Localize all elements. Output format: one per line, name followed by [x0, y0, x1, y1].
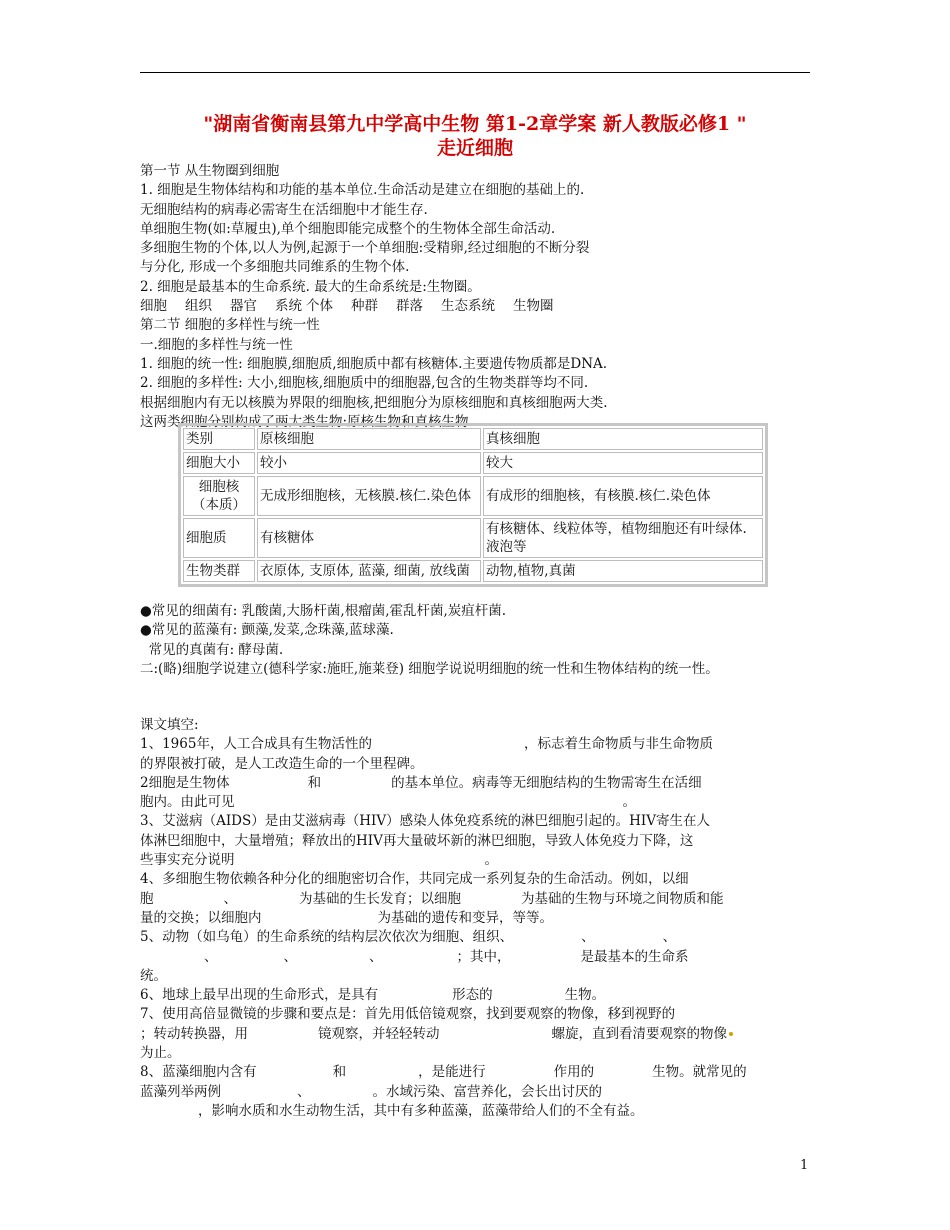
section-2-line: 1. 细胞的统一性: 细胞膜,细胞质,细胞质中都有核糖体.主要遗传物质都是DNA. [140, 355, 608, 372]
table-row [183, 476, 763, 516]
exercise-text: 生物。 [564, 987, 606, 1004]
life-level: 群落 [396, 298, 423, 315]
exercise-text: 些事实充分说明 [140, 852, 235, 869]
life-level: 个体 [306, 298, 333, 315]
table-header-cell: 类别 [183, 428, 255, 450]
table-row [183, 518, 763, 558]
section-2-line: 2. 细胞的多样性: 大小,细胞核,细胞质中的细胞器,包含的生物类群等均不同. [140, 375, 589, 392]
exercise-line [140, 928, 810, 947]
exercise-text: 5、动物（如乌龟）的生命系统的结构层次依次为细胞、组织、 [140, 929, 514, 946]
exercise-text: 1、1965年，人工合成具有生物活性的 [140, 736, 372, 753]
section-2-heading: 第二节 细胞的多样性与统一性 [140, 317, 320, 334]
life-level: 组织 [185, 298, 212, 315]
table-cell: 细胞质 [183, 518, 255, 558]
exercise-text: 8、蓝藻细胞内含有 [140, 1064, 257, 1081]
note-line: 二:(略)细胞学说建立(德科学家:施旺,施莱登) 细胞学说说明细胞的统一性和生物体结构的统一性。 [140, 660, 719, 677]
table-header-cell: 真核细胞 [483, 428, 763, 450]
exercise-line [140, 1102, 810, 1121]
document-title [140, 112, 810, 160]
table-header-cell: 原核细胞 [257, 428, 481, 450]
exercise-line [140, 890, 810, 909]
exercise-line [140, 986, 810, 1005]
table-cell: 细胞大小 [183, 452, 255, 474]
exercise-text: 、 [283, 948, 297, 965]
exercise-text: 、 [369, 948, 383, 965]
exercise-line [140, 1025, 810, 1044]
table-cell: 有核糖体、线粒体等，植物细胞还有叶绿体.液泡等 [483, 518, 763, 558]
exercise-text: ；转动转换器，用 [140, 1025, 248, 1042]
exercise-text: ，影响水质和水生动物生活，其中有多种蓝藻，蓝藻带给人们的不全有益。 [198, 1102, 644, 1119]
section-1-line: 1. 细胞是生物体结构和功能的基本单位.生命活动是建立在细胞的基础上的. [140, 182, 585, 199]
section-1-line: 与分化, 形成一个多细胞共同维系的生物个体. [140, 259, 410, 276]
exercise-text: 、 [297, 1083, 311, 1100]
note-line: 常见的真菌有: 酵母菌. [140, 641, 284, 658]
exercise-text: ；其中， [456, 948, 511, 965]
exercise-text: 6、地球上最早出现的生命形式，是具有 [140, 987, 379, 1004]
exercise-text: 螺旋，直到看清要观察的物像 [551, 1025, 727, 1042]
section-2-line: 根据细胞内有无以核膜为界限的细胞核,把细胞分为原核细胞和真核细胞两大类. [140, 394, 608, 411]
exercise-text: 为基础的遗传和变异，等等。 [377, 909, 553, 926]
exercises-heading: 课文填空: [140, 717, 199, 733]
table-cell: 有核糖体 [257, 518, 481, 558]
page-number: 1 [800, 1158, 809, 1173]
exercise-line: 体淋巴细胞中，大量增殖；释放出的HIV再大量破坏新的淋巴细胞，导致人体免疫力下降，这 [140, 832, 694, 849]
table-cell: 生物类群 [183, 560, 255, 582]
exercise-text: 作用的 [553, 1064, 595, 1081]
exercise-text: ，是能进行 [418, 1064, 486, 1081]
title-line-2: 走近细胞 [436, 137, 513, 159]
exercise-text: 镜观察，并轻轻转动 [318, 1025, 440, 1042]
life-level: 生态系统 [441, 298, 495, 315]
table-header-row [183, 428, 763, 450]
exercise-text: 为基础的生长发育；以细胞 [299, 890, 461, 907]
exercise-line [140, 735, 810, 754]
exercise-text: 。水域污染、富营养化，会长出讨厌的 [372, 1083, 602, 1100]
exercise-line: 7、使用高倍显微镜的步骤和要点是：首先用低倍镜观察，找到要观察的物像，移到视野的 [140, 1006, 676, 1023]
exercise-text: 量的交换；以细胞内 [140, 909, 262, 926]
title-line-1: "湖南省衡南县第九中学高中生物 第1-2章学案 新人教版必修1 " [203, 113, 747, 135]
section-1-line: 多细胞生物的个体,以人为例,起源于一个单细胞:受精卵,经过细胞的不断分裂 [140, 240, 590, 257]
exercise-text: 。 [622, 794, 636, 811]
life-level: 种群 [351, 298, 378, 315]
exercise-line: 3、艾滋病（AIDS）是由艾滋病毒（HIV）感染人体免疫系统的淋巴细胞引起的。HIV寄生在人 [140, 813, 710, 830]
exercise-line [140, 793, 810, 812]
exercise-line: 统。 [140, 967, 167, 984]
cell-comparison-table [178, 423, 768, 587]
exercise-text: 蓝藻列举两例 [140, 1083, 221, 1100]
note-line: ●常见的蓝藻有: 颤藻,发菜,念珠藻,蓝球藻. [140, 622, 394, 639]
exercise-text: 是最基本的生命系 [580, 948, 689, 965]
table-row [183, 452, 763, 474]
section-1-line: 无细胞结构的病毒必需寄生在活细胞中才能生存. [140, 201, 428, 218]
exercise-line [140, 909, 810, 928]
exercise-text: 、 [662, 929, 677, 946]
marker-dot [729, 1032, 733, 1036]
table-cell: 有成形的细胞核，有核膜.核仁.染色体 [483, 476, 763, 516]
exercise-text: 胞内。由此可见 [140, 794, 235, 811]
exercise-text: 的基本单位。病毒等无细胞结构的生物需寄生在活细 [391, 774, 702, 791]
table-cell: 衣原体, 支原体, 蓝藻, 细菌, 放线菌 [257, 560, 481, 582]
table-cell: 细胞核（本质） [183, 476, 255, 516]
table-cell: 较大 [483, 452, 763, 474]
exercise-line [140, 1083, 810, 1102]
exercise-text: 、 [581, 929, 595, 946]
exercise-text: ，标志着生命物质与非生命物质 [523, 736, 713, 753]
life-level: 生物圈 [513, 298, 554, 315]
header-rule [140, 72, 810, 73]
exercise-text: 和 [332, 1064, 347, 1081]
section-1-line: 2. 细胞是最基本的生命系统. 最大的生命系统是:生物圈。 [140, 278, 481, 295]
table-cell: 无成形细胞核，无核膜.核仁.染色体 [257, 476, 481, 516]
exercises-section [140, 716, 810, 1121]
exercise-text: 2细胞是生物体 [140, 774, 230, 791]
exercise-text: 、 [223, 890, 237, 907]
exercise-line: 4、多细胞生物依赖各种分化的细胞密切合作，共同完成一系列复杂的生命活动。例如，以细 [140, 871, 689, 888]
exercise-text: 胞 [140, 890, 154, 907]
exercise-text: 为基础的生物与环境之间物质和能 [521, 890, 724, 907]
exercise-text: 和 [307, 774, 322, 791]
table-row [183, 560, 763, 582]
table-cell: 较小 [257, 452, 481, 474]
exercise-text: 。 [484, 852, 498, 869]
exercise-text: 、 [204, 948, 218, 965]
life-levels-line [140, 297, 810, 316]
exercise-text: 生物。就常见的 [652, 1064, 747, 1081]
exercise-line [140, 774, 810, 793]
life-level: 系统 [275, 298, 302, 315]
section-2-subheading: 一.细胞的多样性与统一性 [140, 336, 293, 353]
section-1 [140, 162, 810, 432]
life-level: 器官 [230, 298, 257, 315]
section-1-heading: 第一节 从生物圈到细胞 [140, 163, 280, 179]
section-2-line: 这两类细胞分别构成了两大类生物:原核生物和真核生物. [140, 413, 473, 430]
exercise-line [140, 851, 810, 870]
table-cell: 动物,植物,真菌 [483, 560, 763, 582]
notes-section [140, 602, 810, 679]
section-1-line: 单细胞生物(如:草履虫),单个细胞即能完成整个的生物体全部生命活动. [140, 220, 556, 237]
life-level: 细胞 [140, 298, 167, 315]
exercise-line [140, 948, 810, 967]
exercise-line [140, 1063, 810, 1082]
exercise-line: 的界限被打破，是人工改造生命的一个里程碑。 [140, 755, 424, 772]
note-line: ●常见的细菌有: 乳酸菌,大肠杆菌,根瘤菌,霍乱杆菌,炭疽杆菌. [140, 603, 507, 619]
exercise-line: 为止。 [140, 1045, 181, 1062]
exercise-text: 形态的 [452, 987, 493, 1004]
